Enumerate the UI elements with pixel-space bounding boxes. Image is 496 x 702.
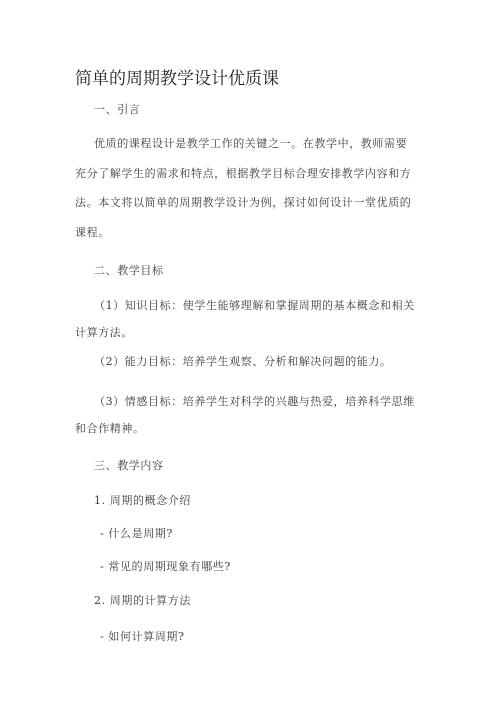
content-item: - 常见的周期现象有哪些? — [100, 560, 231, 573]
section-heading-intro: 一、引言 — [94, 103, 141, 116]
paragraph-line: 课程。 — [75, 226, 110, 239]
content-item: 2. 周期的计算方法 — [94, 594, 191, 607]
content-item: 1. 周期的概念介绍 — [94, 494, 191, 507]
content-item: - 如何计算周期? — [100, 630, 185, 643]
document-title: 简单的周期教学设计优质课 — [75, 69, 279, 89]
paragraph-line: 法。本文将以简单的周期教学设计为例，探讨如何设计一堂优质的 — [75, 196, 412, 209]
section-heading-content: 三、教学内容 — [94, 459, 164, 472]
goal-line: （2）能力目标：培养学生观察、分析和解决问题的能力。 — [94, 355, 392, 368]
content-item: - 什么是周期? — [100, 527, 173, 540]
section-heading-goals: 二、教学目标 — [94, 264, 164, 277]
goal-line: 和合作精神。 — [75, 422, 145, 435]
paragraph-line: 充分了解学生的需求和特点，根据教学目标合理安排教学内容和方 — [75, 167, 412, 180]
goal-line: 计算方法。 — [75, 326, 133, 339]
goal-line: （3）情感目标：培养学生对科学的兴趣与热爱，培养科学思维 — [94, 395, 415, 408]
goal-line: （1）知识目标：使学生能够理解和掌握周期的基本概念和相关 — [94, 299, 415, 312]
paragraph-line: 优质的课程设计是教学工作的关键之一。在教学中，教师需要 — [94, 137, 408, 150]
